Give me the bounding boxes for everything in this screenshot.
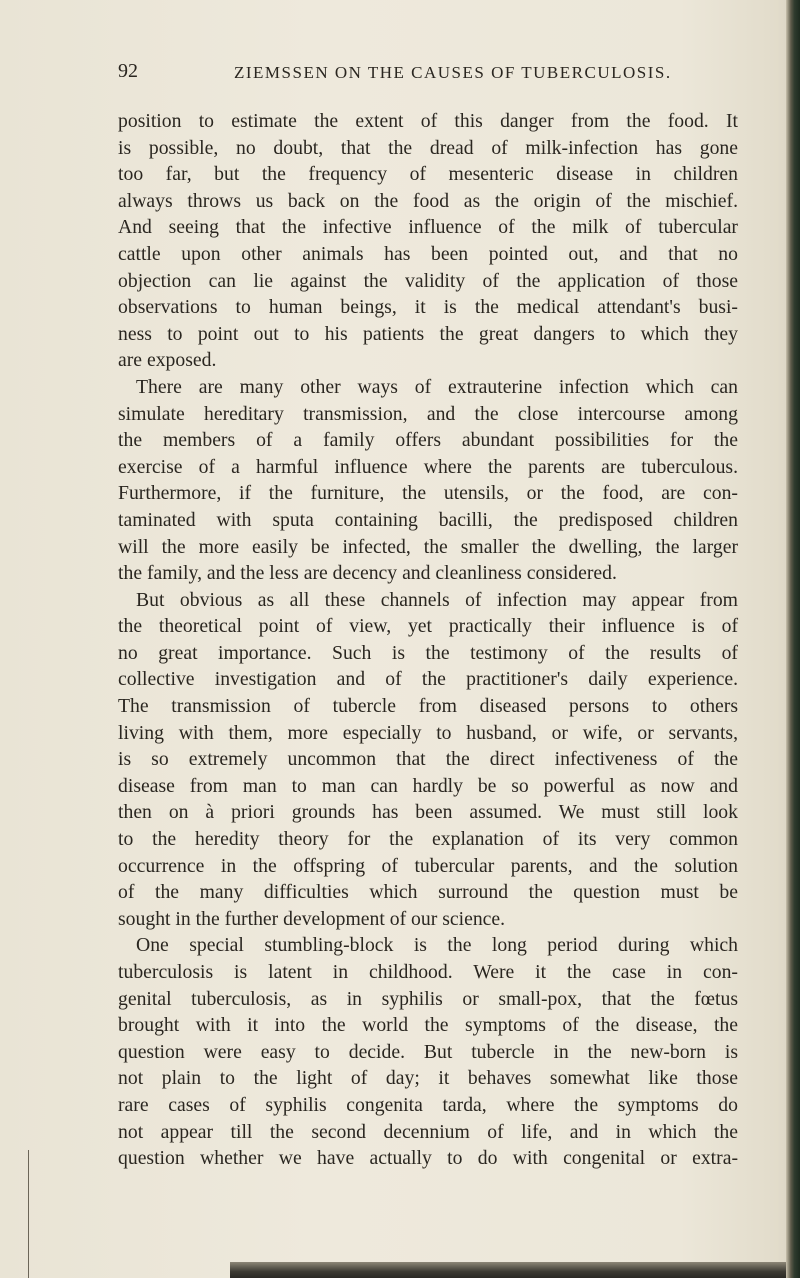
text-line: question were easy to decide. But tubercle in the new-born is — [118, 1040, 738, 1063]
page-number: 92 — [118, 60, 138, 82]
text-line: brought with it into the world the symptoms of the disease, the — [118, 1014, 738, 1037]
text-line: collective investigation and of the practitioner's daily experience. — [118, 668, 738, 691]
text-line: tuberculosis is latent in childhood. Were it the case in con- — [118, 961, 738, 983]
paragraph-start-line: One special stumbling-block is the long period during which — [136, 934, 738, 957]
text-line: Furthermore, if the furniture, the utensils, or the food, are con- — [118, 482, 738, 505]
paragraph-start-line: There are many other ways of extrauterine infection which can — [136, 375, 738, 398]
text-line: sought in the further development of our science. — [118, 907, 506, 930]
text-line: observations to human beings, it is the medical attendant's busi- — [118, 296, 738, 319]
paragraph-start-line: But obvious as all these channels of infection may appear from — [136, 588, 738, 611]
text-line: taminated with sputa containing bacilli, the predisposed children — [118, 508, 738, 531]
text-line: the members of a family offers abundant possibilities for the — [118, 429, 738, 452]
text-line: the family, and the less are decency and cleanliness considered. — [118, 562, 617, 585]
text-line: The transmission of tubercle from diseased persons to others — [118, 695, 738, 718]
text-line: And seeing that the infective influence of the milk of tubercular — [118, 216, 738, 239]
text-line: simulate hereditary transmission, and the close intercourse among — [118, 402, 738, 425]
book-spine-edge — [786, 0, 800, 1278]
running-title: ZIEMSSEN ON THE CAUSES OF TUBERCULOSIS. — [234, 63, 672, 82]
text-line: disease from man to man can hardly be so powerful as now and — [118, 774, 738, 797]
text-line: not plain to the light of day; it behaves somewhat like those — [118, 1067, 738, 1090]
text-line: is so extremely uncommon that the direct infectiveness of the — [118, 748, 738, 771]
text-line: no great importance. Such is the testimony of the results of — [118, 641, 738, 664]
text-line: is possible, no doubt, that the dread of milk-infection has gone — [118, 136, 738, 159]
text-line: then on à priori grounds has been assumed. We must still look — [118, 801, 738, 824]
text-line: ness to point out to his patients the great dangers to which they — [118, 322, 738, 345]
text-line: too far, but the frequency of mesenteric disease in children — [118, 163, 738, 186]
text-line: not appear till the second decennium of life, and in which the — [118, 1120, 738, 1143]
body-text — [118, 108, 738, 1172]
text-line: occurrence in the offspring of tubercular parents, and the solution — [118, 854, 738, 877]
text-line: the theoretical point of view, yet practically their influence is of — [118, 615, 738, 638]
text-line: cattle upon other animals has been pointed out, and that no — [118, 242, 738, 265]
text-line: question whether we have actually to do with congenital or extra- — [118, 1147, 738, 1170]
text-line: will the more easily be infected, the smaller the dwelling, the larger — [118, 535, 738, 558]
text-line: to the heredity theory for the explanation of its very common — [118, 828, 738, 851]
running-header — [118, 60, 738, 90]
text-line: living with them, more especially to husband, or wife, or servants, — [118, 721, 738, 744]
text-line: rare cases of syphilis congenita tarda, where the symptoms do — [118, 1093, 738, 1116]
text-line: genital tuberculosis, as in syphilis or small-pox, that the fœtus — [118, 987, 738, 1010]
page-shadow-edge — [230, 1262, 786, 1278]
text-line: are exposed. — [118, 349, 217, 372]
text-line: always throws us back on the food as the origin of the mischief. — [118, 189, 738, 212]
gutter-mark — [28, 1150, 29, 1278]
text-line: objection can lie against the validity of the application of those — [118, 269, 738, 292]
text-line: position to estimate the extent of this danger from the food. It — [118, 110, 738, 132]
text-line: of the many difficulties which surround the question must be — [118, 881, 738, 904]
text-line: exercise of a harmful influence where the parents are tuberculous. — [118, 455, 738, 478]
